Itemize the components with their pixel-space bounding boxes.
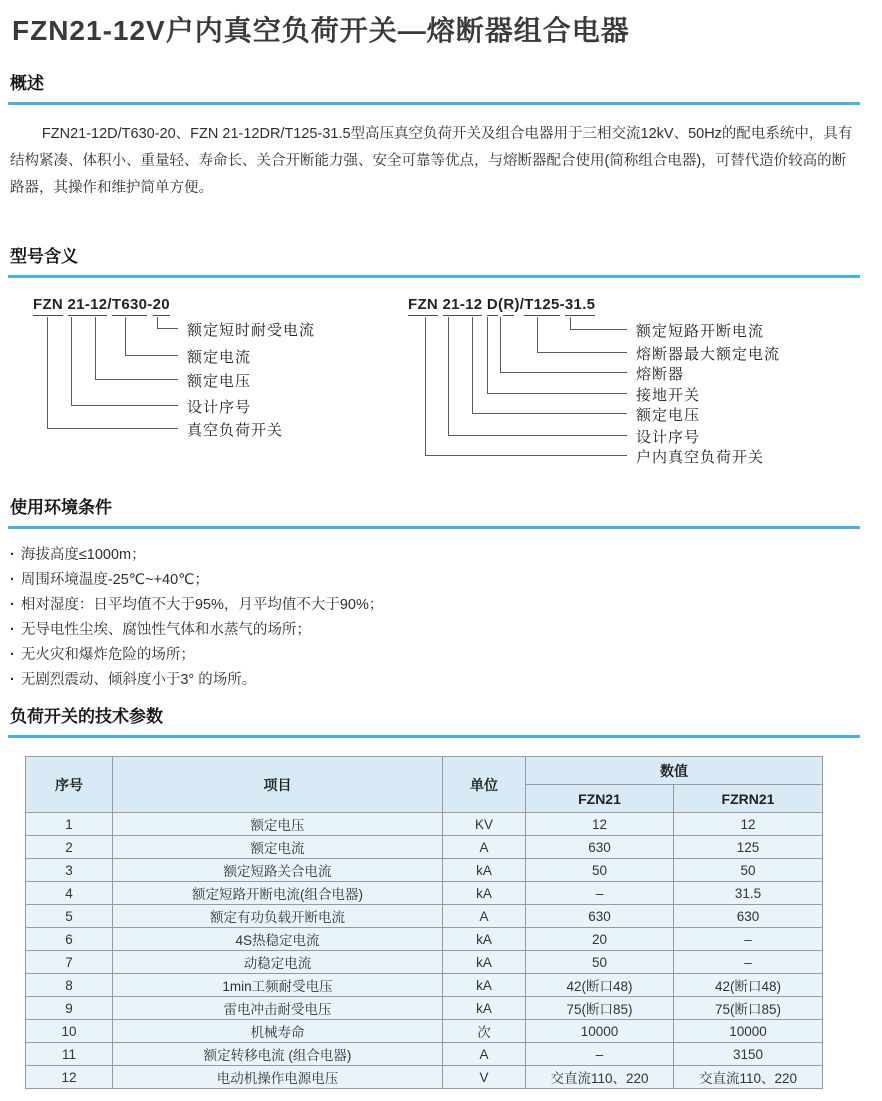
bullet-dot-icon: · bbox=[10, 572, 15, 588]
table-cell-fzn21: 630 bbox=[526, 836, 674, 859]
model-code-label: 额定短路开断电流 bbox=[636, 323, 765, 340]
table-cell-fzn21: 630 bbox=[526, 905, 674, 928]
table-cell-unit: A bbox=[443, 1043, 526, 1066]
table-cell-item: 额定短路开断电流(组合电器) bbox=[113, 882, 443, 905]
model-diagram-1 bbox=[33, 296, 403, 474]
model-code-label: 额定短时耐受电流 bbox=[187, 322, 316, 339]
table-cell-fzrn21: 125 bbox=[674, 836, 823, 859]
table-cell-fzrn21: 交直流110、220 bbox=[674, 1066, 823, 1089]
table-cell-item: 额定短路关合电流 bbox=[113, 859, 443, 882]
table-row bbox=[26, 813, 823, 836]
model-code-label: 设计序号 bbox=[636, 429, 701, 446]
overview-paragraph: FZN21-12D/T630-20、FZN 21-12DR/T125-31.5型高压真空负荷开关及组合电器用于三相交流12kV、50Hz的配电系统中，具有结构紧凑、体积小、重量轻、寿命长、关合开断能力强、安全可靠等优点，与熔断器配合使用(简称组合电器)，可替代造价较高的断路器，其操作和维护简单方便。 bbox=[10, 126, 853, 196]
table-cell-item: 额定电压 bbox=[113, 813, 443, 836]
model-code-segment: 21-12 bbox=[68, 296, 108, 316]
table-cell-no: 4 bbox=[26, 882, 113, 905]
table-cell-fzn21: 75(断口85) bbox=[526, 997, 674, 1020]
table-cell-unit: KV bbox=[443, 813, 526, 836]
table-cell-no: 5 bbox=[26, 905, 113, 928]
table-row bbox=[26, 997, 823, 1020]
table-cell-unit: 次 bbox=[443, 1020, 526, 1043]
table-cell-fzn21: 50 bbox=[526, 859, 674, 882]
model-code-segment: FZN bbox=[33, 296, 63, 316]
model-code-label: 熔断器 bbox=[636, 366, 685, 383]
table-cell-fzrn21: – bbox=[674, 928, 823, 951]
col-header-unit: 单位 bbox=[443, 757, 526, 813]
env-condition-item: · 周围环境温度-25℃~+40℃； bbox=[10, 572, 209, 588]
table-cell-no: 11 bbox=[26, 1043, 113, 1066]
table-cell-item: 动稳定电流 bbox=[113, 951, 443, 974]
env-condition-item: · 海拔高度≤1000m； bbox=[10, 547, 146, 563]
section-heading-model-meaning: 型号含义 bbox=[8, 247, 860, 278]
model-code-label: 额定电流 bbox=[187, 349, 252, 366]
table-row bbox=[26, 836, 823, 859]
model-code-segment: T125 bbox=[524, 296, 559, 316]
table-cell-unit: kA bbox=[443, 882, 526, 905]
table-cell-unit: V bbox=[443, 1066, 526, 1089]
table-cell-no: 8 bbox=[26, 974, 113, 997]
col-header-item: 项目 bbox=[113, 757, 443, 813]
bullet-dot-icon: · bbox=[10, 547, 15, 563]
model-code-segment: - bbox=[559, 296, 565, 313]
model-code-label: 熔断器最大额定电流 bbox=[636, 346, 781, 363]
section-heading-environment: 使用环境条件 bbox=[8, 498, 860, 529]
table-row bbox=[26, 974, 823, 997]
model-code-label: 额定电压 bbox=[636, 407, 701, 424]
table-cell-fzrn21: 31.5 bbox=[674, 882, 823, 905]
table-cell-fzrn21: – bbox=[674, 951, 823, 974]
model-code-segment: 20 bbox=[153, 296, 170, 316]
model-code-segment: 21-12 bbox=[443, 296, 483, 316]
table-cell-fzn21: 50 bbox=[526, 951, 674, 974]
model-code-segment: - bbox=[147, 296, 153, 313]
model-code-segment: / bbox=[519, 296, 525, 313]
table-cell-item: 1min工频耐受电压 bbox=[113, 974, 443, 997]
table-cell-fzn21: 42(断口48) bbox=[526, 974, 674, 997]
table-cell-fzn21: 交直流110、220 bbox=[526, 1066, 674, 1089]
model-code-segment: ) bbox=[514, 296, 520, 313]
table-row bbox=[26, 1043, 823, 1066]
table-cell-unit: kA bbox=[443, 859, 526, 882]
table-cell-fzn21: – bbox=[526, 1043, 674, 1066]
section-heading-overview: 概述 bbox=[8, 74, 860, 105]
table-cell-item: 雷电冲击耐受电压 bbox=[113, 997, 443, 1020]
table-row bbox=[26, 882, 823, 905]
table-cell-item: 电动机操作电源电压 bbox=[113, 1066, 443, 1089]
parameters-table-body bbox=[26, 813, 823, 1089]
model-code-segment: / bbox=[107, 296, 112, 313]
table-cell-fzrn21: 630 bbox=[674, 905, 823, 928]
bullet-dot-icon: · bbox=[10, 672, 15, 688]
connector-line bbox=[425, 317, 627, 456]
table-cell-fzrn21: 50 bbox=[674, 859, 823, 882]
table-cell-no: 3 bbox=[26, 859, 113, 882]
section-heading-parameters: 负荷开关的技术参数 bbox=[8, 707, 860, 738]
table-cell-item: 4S热稳定电流 bbox=[113, 928, 443, 951]
table-cell-fzn21: 20 bbox=[526, 928, 674, 951]
table-cell-unit: kA bbox=[443, 997, 526, 1020]
env-conditions-list bbox=[10, 543, 860, 693]
table-cell-fzrn21: 75(断口85) bbox=[674, 997, 823, 1020]
model-diagram-2 bbox=[408, 296, 860, 474]
table-cell-unit: kA bbox=[443, 951, 526, 974]
col-header-fzn21: FZN21 bbox=[526, 785, 674, 813]
table-cell-fzrn21: 3150 bbox=[674, 1043, 823, 1066]
table-cell-unit: kA bbox=[443, 928, 526, 951]
env-condition-item: · 相对湿度：日平均值不大于95%，月平均值不大于90%； bbox=[10, 597, 384, 613]
table-cell-item: 额定电流 bbox=[113, 836, 443, 859]
parameters-table bbox=[25, 756, 823, 1089]
table-cell-no: 6 bbox=[26, 928, 113, 951]
col-header-fzrn21: FZRN21 bbox=[674, 785, 823, 813]
bullet-dot-icon: · bbox=[10, 597, 15, 613]
model-code-segment: T630 bbox=[112, 296, 147, 316]
model-code-segment bbox=[63, 296, 67, 313]
table-row bbox=[26, 905, 823, 928]
table-row bbox=[26, 859, 823, 882]
model-code-segment: ( bbox=[498, 296, 504, 313]
model-code-2 bbox=[408, 296, 860, 313]
model-code-label: 接地开关 bbox=[636, 387, 701, 404]
table-cell-item: 额定有功负载开断电流 bbox=[113, 905, 443, 928]
table-cell-fzn21: 10000 bbox=[526, 1020, 674, 1043]
table-cell-no: 12 bbox=[26, 1066, 113, 1089]
table-cell-fzrn21: 10000 bbox=[674, 1020, 823, 1043]
table-cell-unit: A bbox=[443, 905, 526, 928]
bullet-dot-icon: · bbox=[10, 622, 15, 638]
table-cell-no: 9 bbox=[26, 997, 113, 1020]
model-code-segment bbox=[438, 296, 442, 313]
table-cell-item: 额定转移电流 (组合电器) bbox=[113, 1043, 443, 1066]
model-code-label: 真空负荷开关 bbox=[187, 422, 284, 439]
table-cell-no: 1 bbox=[26, 813, 113, 836]
table-cell-fzrn21: 12 bbox=[674, 813, 823, 836]
model-diagrams bbox=[8, 296, 860, 474]
connector-line bbox=[47, 317, 178, 429]
table-row bbox=[26, 1066, 823, 1089]
env-condition-item: · 无剧烈震动、倾斜度小于3° 的场所。 bbox=[10, 672, 257, 688]
model-code-segment: FZN bbox=[408, 296, 438, 316]
page-title: FZN21-12V户内真空负荷开关—熔断器组合电器 bbox=[12, 15, 630, 46]
col-header-no: 序号 bbox=[26, 757, 113, 813]
env-condition-item: · 无火灾和爆炸危险的场所； bbox=[10, 647, 195, 663]
table-cell-item: 机械寿命 bbox=[113, 1020, 443, 1043]
table-cell-no: 10 bbox=[26, 1020, 113, 1043]
model-code-label: 设计序号 bbox=[187, 399, 252, 416]
model-code-segment: 31.5 bbox=[565, 296, 595, 316]
table-cell-no: 7 bbox=[26, 951, 113, 974]
model-code-1 bbox=[33, 296, 403, 313]
model-code-label: 户内真空负荷开关 bbox=[636, 449, 765, 466]
table-cell-no: 2 bbox=[26, 836, 113, 859]
table-cell-fzn21: – bbox=[526, 882, 674, 905]
env-condition-item: · 无导电性尘埃、腐蚀性气体和水蒸气的场所； bbox=[10, 622, 311, 638]
table-cell-unit: kA bbox=[443, 974, 526, 997]
model-code-segment: D bbox=[487, 296, 498, 316]
bullet-dot-icon: · bbox=[10, 647, 15, 663]
table-row bbox=[26, 951, 823, 974]
model-code-segment: R bbox=[503, 296, 514, 316]
table-row bbox=[26, 928, 823, 951]
table-cell-fzrn21: 42(断口48) bbox=[674, 974, 823, 997]
table-cell-unit: A bbox=[443, 836, 526, 859]
model-code-label: 额定电压 bbox=[187, 373, 252, 390]
col-header-value-group: 数值 bbox=[526, 757, 823, 785]
table-row bbox=[26, 1020, 823, 1043]
table-cell-fzn21: 12 bbox=[526, 813, 674, 836]
